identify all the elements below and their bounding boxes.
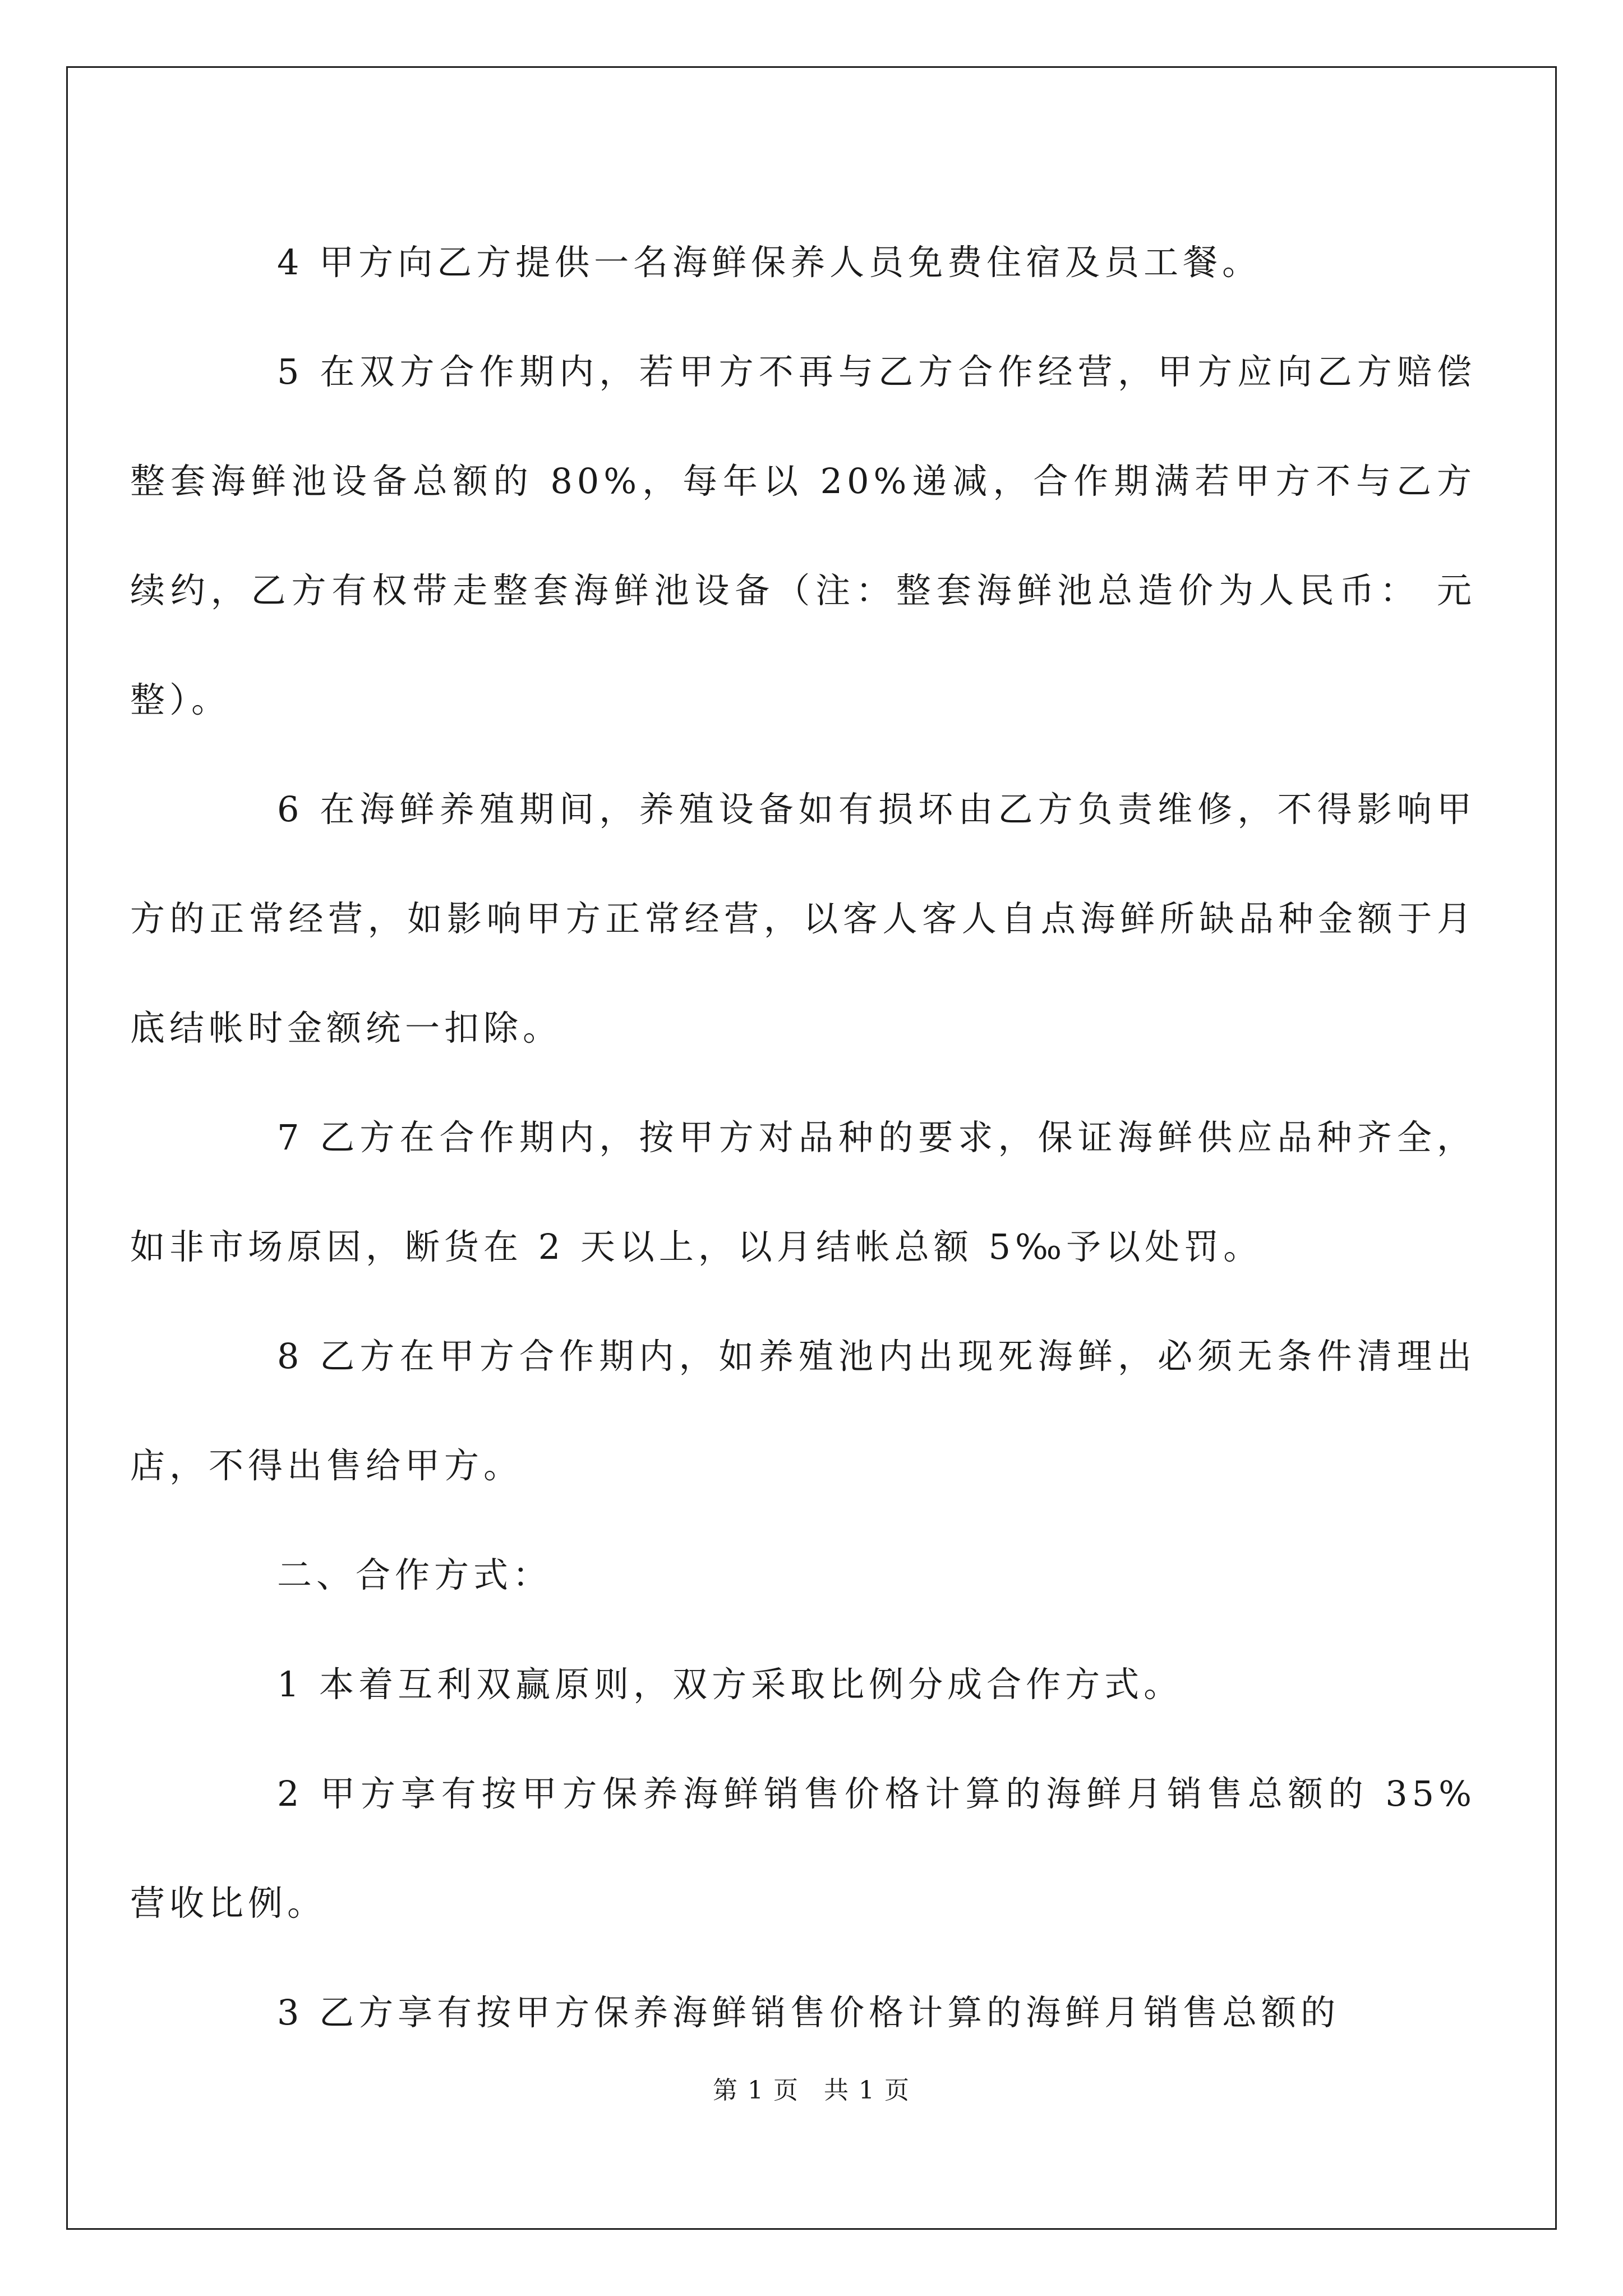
paragraph-item-4: 4 甲方向乙方提供一名海鲜保养人员免费住宿及员工餐。 [277,242,1262,283]
page-number: 第 1 页 [713,2076,799,2105]
section-heading-cooperation: 二、合作方式： [277,1554,552,1595]
paragraph-item-8: 8 乙方在甲方合作期内，如养殖池内出现死海鲜，必须无条件清理出店，不得出售给甲方。 [130,1336,1476,1486]
paragraph-item-5: 5 在双方合作期内，若甲方不再与乙方合作经营，甲方应向乙方赔偿整套海鲜池设备总额的 80%，每年以 20%递减，合作期满若甲方不与乙方续约，乙方有权带走整套海鲜池设备（注：整套海鲜池总造价为人民币： 元整）。 [130,351,1476,720]
paragraph-item-7: 7 乙方在合作期内，按甲方对品种的要求，保证海鲜供应品种齐全，如非市场原因，断货在 2 天以上，以月结帐总额 5‰予以处罚。 [130,1117,1476,1267]
page-footer [0,2070,1623,2106]
paragraph-item-6: 6 在海鲜养殖期间，养殖设备如有损坏由乙方负责维修，不得影响甲方的正常经营，如影响甲方正常经营，以客人客人自点海鲜所缺品种金额于月底结帐时金额统一扣除。 [130,789,1476,1048]
document-body [130,208,1476,2067]
paragraph-coop-3: 3 乙方享有按甲方保养海鲜销售价格计算的海鲜月销售总额的 [277,1992,1340,2033]
paragraph-coop-1: 1 本着互利双赢原则，双方采取比例分成合作方式。 [277,1664,1183,1705]
page-total: 共 1 页 [824,2076,910,2105]
paragraph-coop-2: 2 甲方享有按甲方保养海鲜销售价格计算的海鲜月销售总额的 35%营收比例。 [130,1773,1476,1924]
